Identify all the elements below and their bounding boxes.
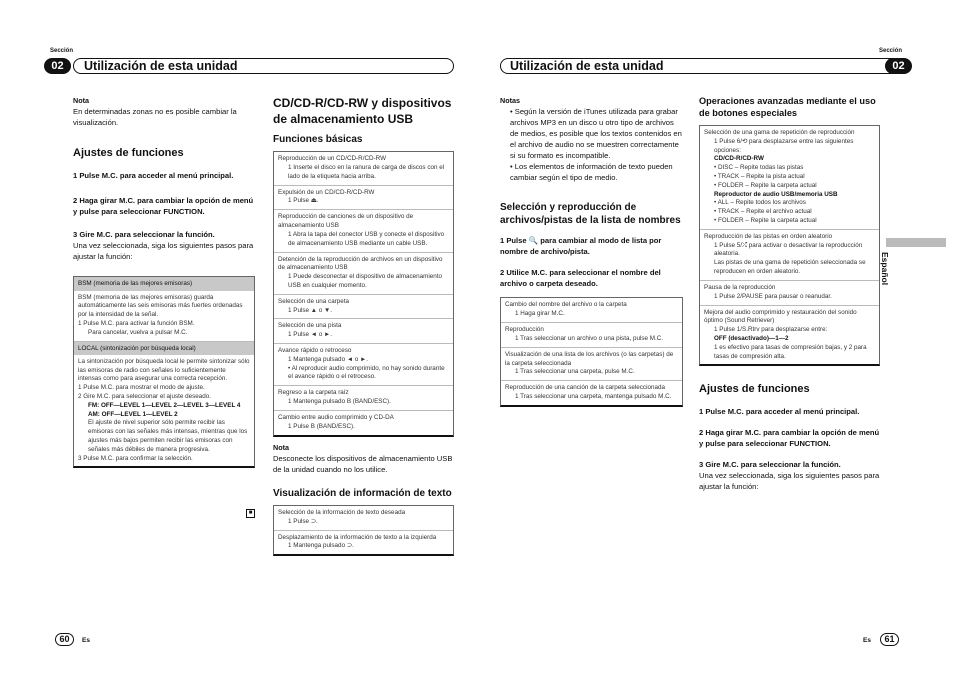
- step-2: 2 Haga girar M.C. para cambiar la opción de menú y pulse para seleccionar FUNCTION.: [73, 196, 254, 217]
- row-ff: Avance rápido o retroceso: [278, 347, 352, 354]
- row-repeat-cd: CD/CD-R/CD-RW: [714, 155, 764, 163]
- row-repeat-disc: • DISC – Repite todas las pistas: [714, 164, 804, 172]
- row-playback: Reproducción: [505, 326, 544, 334]
- row-text-select: Selección de la información de texto deseada: [278, 508, 406, 516]
- row-track-step: 1 Pulse ◄ o ►.: [288, 331, 332, 339]
- functions-heading: Ajustes de funciones: [73, 147, 184, 160]
- row-repeat-step: 1 Pulse 6/⟲ para desplazarse entre las siguientes opciones:: [714, 137, 854, 154]
- row-ff-note: • Al reproducir audio comprimido, no hay sonido durante el avance rápido o el retroceso.: [288, 364, 445, 381]
- note2-text: Desconecte los dispositivos de almacenamiento USB de la unidad cuando no los utilice.: [273, 453, 453, 474]
- functions-heading: Ajustes de funciones: [699, 383, 810, 396]
- function-table: [73, 276, 255, 468]
- note-1: • Según la versión de iTunes utilizada para grabar archivos MP3 en un disco u otro tipo de archivos de medios, es posible que los textos contenidos en el archivo de audio no se muestren correctamente si su formato es incompatible.: [510, 107, 682, 161]
- bsm-desc: BSM (memoria de las mejores emisoras) guarda automáticamente las seis emisoras más fuertes ordenadas por la intensidad de la señal.: [78, 293, 243, 319]
- row-repeat-folder: • FOLDER – Repite la carpeta actual: [714, 181, 817, 189]
- local-am-levels: AM: OFF—LEVEL 1—LEVEL 2: [88, 410, 178, 418]
- row-repeat-usb-track: • TRACK – Repite el archivo actual: [714, 208, 812, 216]
- row-play-usb-step: 1 Abra la tapa del conector USB y conecte el dispositivo de almacenamiento USB mediante un cable USB.: [288, 230, 445, 247]
- row-sound-retriever-options: OFF (desactivado)—1—2: [714, 334, 789, 342]
- page-number: 61: [880, 633, 899, 646]
- advanced-heading: Operaciones avanzadas mediante el uso de botones especiales: [699, 96, 876, 118]
- note-heading: Nota: [73, 96, 89, 105]
- row-repeat-usb-folder: • FOLDER – Repite la carpeta actual: [714, 217, 817, 225]
- step-3-detail: Una vez seleccionada, siga los siguientes pasos para ajustar la función:: [699, 471, 880, 492]
- row-play-folder-step: 1 Tras seleccionar una carpeta, mantenga pulsado M.C.: [515, 392, 672, 400]
- step-1: 1 Pulse M.C. para acceder al menú principal.: [73, 171, 234, 181]
- row-cdda-step: 1 Pulse B (BAND/ESC).: [288, 422, 355, 430]
- right-column-1: [500, 96, 683, 407]
- language-label: Español: [880, 252, 890, 286]
- step-1: 1 Pulse M.C. para acceder al menú principal.: [699, 407, 860, 417]
- local-step-3: 3 Pulse M.C. para confirmar la selección.: [78, 454, 193, 462]
- name-list-heading: Selección y reproducción de archivos/pistas de la lista de nombres: [500, 202, 681, 227]
- row-text-scroll: Desplazamiento de la información de texto a la izquierda: [278, 533, 437, 541]
- name-list-table: [500, 297, 683, 406]
- bsm-header: BSM (memoria de las mejores emisoras): [74, 277, 254, 290]
- row-repeat: Selección de una gama de repetición de reproducción: [704, 128, 855, 136]
- row-eject: Expulsión de un CD/CD-R/CD-RW: [278, 188, 375, 196]
- left-column-2: [273, 96, 454, 556]
- row-repeat-all: • ALL – Repite todos los archivos: [714, 199, 806, 207]
- basic-functions-heading: Funciones básicas: [273, 134, 363, 146]
- section-title: Utilización de esta unidad: [510, 59, 664, 73]
- row-sound-retriever-step: 1 Pulse 1/S.Rtrv para desplazarse entre:: [714, 326, 828, 334]
- local-header: LOCAL (sintonización por búsqueda local): [74, 342, 254, 355]
- section-title: Utilización de esta unidad: [84, 59, 238, 73]
- step-3: 3 Gire M.C. para seleccionar la función.: [699, 460, 841, 470]
- step-3-detail: Una vez seleccionada, siga los siguientes pasos para ajustar la función:: [73, 241, 254, 262]
- language-code: Es: [863, 637, 871, 644]
- right-page: [477, 0, 954, 693]
- row-text-scroll-step: 1 Mantenga pulsado ⊃.: [288, 542, 354, 550]
- step-3: 3 Gire M.C. para seleccionar la función.: [73, 230, 215, 240]
- language-tab: [886, 238, 946, 247]
- end-mark-icon: ■: [246, 509, 255, 518]
- row-sound-retriever: Mejora del audio comprimido y restauración del sonido óptimo (Sound Retriever): [704, 308, 857, 325]
- local-step-1: 1 Pulse M.C. para mostrar el modo de ajuste.: [78, 384, 205, 392]
- row-repeat-usb: Reproductor de audio USB/memoria USB: [714, 190, 838, 198]
- row-eject-step: 1 Pulse ⏏.: [288, 197, 319, 205]
- row-stop-usb: Detención de la reproducción de archivos en un dispositivo de almacenamiento USB: [278, 255, 443, 272]
- row-pause-step: 1 Pulse 2/PAUSE para pausar o reanudar.: [714, 292, 832, 300]
- language-code: Es: [82, 637, 90, 644]
- text-display-table: [273, 505, 454, 556]
- page-number: 60: [55, 633, 74, 646]
- advanced-table: [699, 125, 880, 367]
- row-random-step: 1 Pulse 5/⤮ para activar o desactivar la reproducción aleatoria.: [714, 241, 863, 258]
- row-ff-step: 1 Mantenga pulsado ◄ o ►.: [288, 355, 369, 363]
- step-2: 2 Utilice M.C. para seleccionar el nombre del archivo o carpeta deseado.: [500, 268, 661, 289]
- bsm-step: 1 Pulse M.C. para activar la función BSM.: [78, 319, 195, 327]
- row-random: Reproducción de las pistas en orden aleatorio: [704, 232, 833, 240]
- note2-heading: Nota: [273, 442, 289, 452]
- row-change-name: Cambio del nombre del archivo o la carpeta: [505, 301, 627, 309]
- note-2: • Los elementos de información de texto pueden cambiar según el tipo de medio.: [510, 162, 673, 183]
- row-sound-retriever-note: 1 es efectivo para tasas de compresión bajas, y 2 para tasas de compresión alta.: [714, 343, 867, 360]
- cd-usb-heading: CD/CD-R/CD-RW y dispositivos de almacenamiento USB: [273, 96, 452, 126]
- bsm-cancel: Para cancelar, vuelva a pulsar M.C.: [88, 328, 188, 336]
- row-change-name-step: 1 Haga girar M.C.: [515, 310, 565, 318]
- row-play-cd: Reproducción de un CD/CD-R/CD-RW: [278, 155, 387, 163]
- right-column-2: [699, 96, 880, 492]
- local-step-2: 2 Gire M.C. para seleccionar el ajuste deseado.: [78, 392, 212, 400]
- note-text: En determinadas zonas no es posible cambiar la visualización.: [73, 107, 237, 128]
- step-2: 2 Haga girar M.C. para cambiar la opción de menú y pulse para seleccionar FUNCTION.: [699, 428, 880, 449]
- row-text-select-step: 1 Pulse ⊃.: [288, 517, 318, 525]
- row-repeat-track: • TRACK – Repite la pista actual: [714, 172, 805, 180]
- section-label: Sección: [879, 48, 903, 54]
- basic-functions-table: [273, 151, 454, 436]
- row-folder: Selección de una carpeta: [278, 297, 350, 305]
- left-column-1: [73, 96, 255, 468]
- row-cdda: Cambio entre audio comprimido y CD-DA: [278, 413, 394, 421]
- local-row: [74, 355, 254, 467]
- row-play-usb: Reproducción de canciones de un dispositivo de almacenamiento USB: [278, 213, 414, 230]
- row-list-files: Visualización de una lista de los archivos (o las carpetas) de la carpeta seleccionada: [505, 350, 674, 367]
- notes-heading: Notas: [500, 96, 520, 105]
- row-list-files-step: 1 Tras seleccionar una carpeta, pulse M.C.: [515, 368, 635, 376]
- bsm-row: [74, 291, 254, 342]
- row-play-folder: Reproducción de una canción de la carpeta seleccionada: [505, 384, 665, 392]
- section-label: Sección: [50, 48, 74, 54]
- row-stop-usb-step: 1 Puede desconectar el dispositivo de almacenamiento USB en cualquier momento.: [288, 273, 443, 289]
- section-badge: 02: [885, 58, 912, 74]
- local-desc: La sintonización por búsqueda local le permite sintonizar sólo las emisoras de radio con señales lo suficientemente intensas como para asegurar una correcta recepción.: [78, 357, 250, 383]
- row-folder-step: 1 Pulse ▲ o ▼.: [288, 306, 332, 314]
- row-random-note: Las pistas de una gama de repetición seleccionada se reproducen en orden aleatorio.: [714, 259, 866, 276]
- text-display-heading: Visualización de información de texto: [273, 487, 452, 499]
- section-badge: 02: [44, 58, 71, 74]
- row-playback-step: 1 Tras seleccionar un archivo o una pista, pulse M.C.: [515, 334, 664, 342]
- row-track: Selección de una pista: [278, 322, 342, 330]
- row-play-cd-step: 1 Inserte el disco en la ranura de carga de discos con el lado de la etiqueta hacia arriba.: [288, 164, 445, 180]
- step-1: 1 Pulse 🔍 para cambiar al modo de lista por nombre de archivo/pista.: [500, 236, 662, 257]
- row-root-step: 1 Mantenga pulsado B (BAND/ESC).: [288, 398, 391, 406]
- local-level-desc: El ajuste de nivel superior sólo permite recibir las emisoras con las señales más intensas, mientras que los ajustes más bajos permiten recibir las emisoras con señales más débiles de manera progresiva.: [88, 419, 248, 453]
- local-fm-levels: FM: OFF—LEVEL 1—LEVEL 2—LEVEL 3—LEVEL 4: [88, 401, 241, 409]
- row-root: Regreso a la carpeta raíz: [278, 389, 349, 397]
- row-pause: Pausa de la reproducción: [704, 283, 776, 291]
